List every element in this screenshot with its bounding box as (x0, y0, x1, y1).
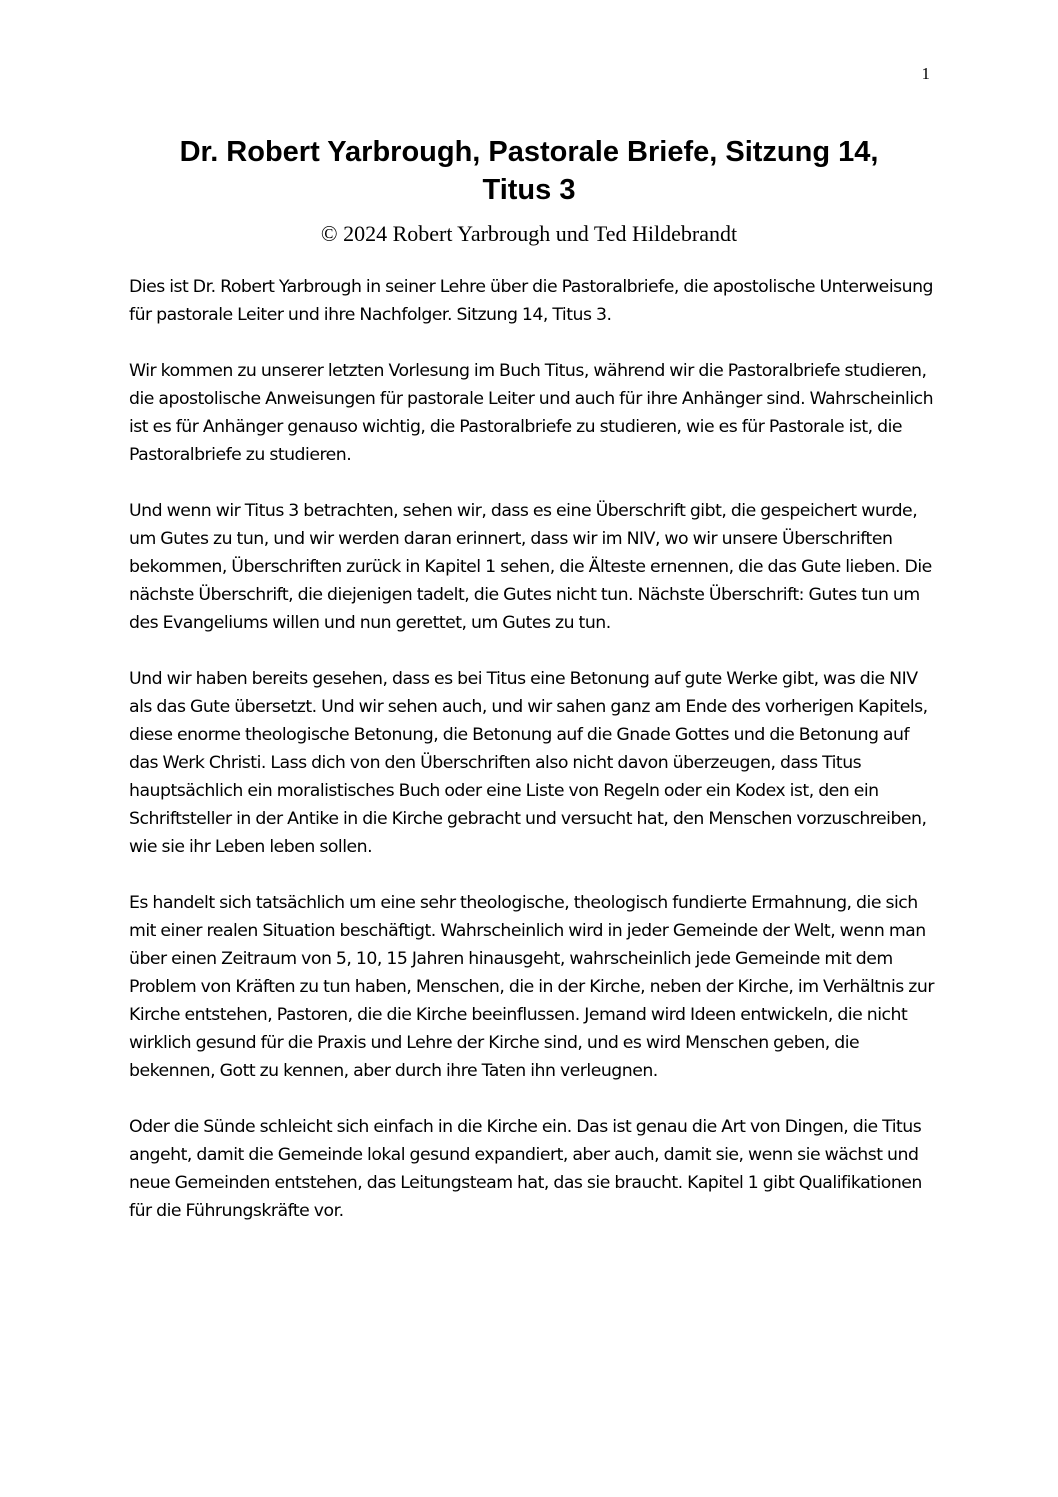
page-number: 1 (921, 64, 930, 83)
paragraph-4: Und wir haben bereits gesehen, dass es bei Titus eine Betonung auf gute Werke gibt, was die NIV als das Gute übersetzt. Und wir sehen auch, und wir sahen ganz am Ende des vorherigen Kapitels, diese enorme theologische Betonung, die Betonung auf die Gnade Gottes und die Betonung auf das Werk Christi. Lass dich von den Überschriften also nicht davon überzeugen, dass Titus hauptsächlich ein moralistisches Buch oder eine Liste von Regeln oder ein Kodex ist, den ein Schriftsteller in der Antike in die Kirche gebracht und versucht hat, den Menschen vorzuschreiben, wie sie ihr Leben leben sollen. (129, 669, 928, 857)
paragraph-6: Oder die Sünde schleicht sich einfach in die Kirche ein. Das ist genau die Art von Dingen, die Titus angeht, damit die Gemeinde lokal gesund expandiert, aber auch, damit sie, wenn sie wächst und neue Gemeinden entstehen, das Leitungsteam hat, das sie braucht. Kapitel 1 gibt Qualifikationen für die Führungskräfte vor. (129, 1117, 922, 1221)
paragraph-5: Es handelt sich tatsächlich um eine sehr theologische, theologisch fundierte Ermahnung, die sich mit einer realen Situation beschäftigt. Wahrscheinlich wird in jeder Gemeinde der Welt, wenn man über einen Zeitraum von 5, 10, 15 Jahren hinausgeht, wahrscheinlich jede Gemeinde mit dem Problem von Kräften zu tun haben, Menschen, die in der Kirche, neben der Kirche, im Verhältnis zur Kirche entstehen, Pastoren, die die Kirche beeinflussen. Jemand wird Ideen entwickeln, die nicht wirklich gesund für die Praxis und Lehre der Kirche sind, und es wird Menschen geben, die bekennen, Gott zu kennen, aber durch ihre Taten ihn verleugnen. (129, 893, 934, 1081)
title-line-1: Dr. Robert Yarbrough, Pastorale Briefe, Sitzung 14, (179, 136, 879, 168)
document-body (129, 273, 939, 1253)
paragraph-2: Wir kommen zu unserer letzten Vorlesung im Buch Titus, während wir die Pastoralbriefe studieren, die apostolische Anweisungen für pastorale Leiter und auch für ihre Anhänger sind. Wahrscheinlich ist es für Anhänger genauso wichtig, die Pastoralbriefe zu studieren, wie es für Pastorale ist, die Pastoralbriefe zu studieren. (129, 361, 934, 465)
document-title (110, 133, 948, 209)
paragraph-3: Und wenn wir Titus 3 betrachten, sehen wir, dass es eine Überschrift gibt, die gespeichert wurde, um Gutes zu tun, und wir werden daran erinnert, dass wir im NIV, wo wir unsere Überschriften bekommen, Überschriften zurück in Kapitel 1 sehen, die Älteste ernennen, die das Gute lieben. Die nächste Überschrift, die diejenigen tadelt, die Gutes nicht tun. Nächste Überschrift: Gutes tun um des Evangeliums willen und nun gerettet, um Gutes zu tun. (129, 501, 932, 633)
paragraph-1: Dies ist Dr. Robert Yarbrough in seiner Lehre über die Pastoralbriefe, die apostolische Unterweisung für pastorale Leiter und ihre Nachfolger. Sitzung 14, Titus 3. (129, 277, 933, 325)
title-line-2: Titus 3 (482, 174, 576, 206)
copyright-line: © 2024 Robert Yarbrough und Ted Hildebrandt (320, 221, 738, 246)
